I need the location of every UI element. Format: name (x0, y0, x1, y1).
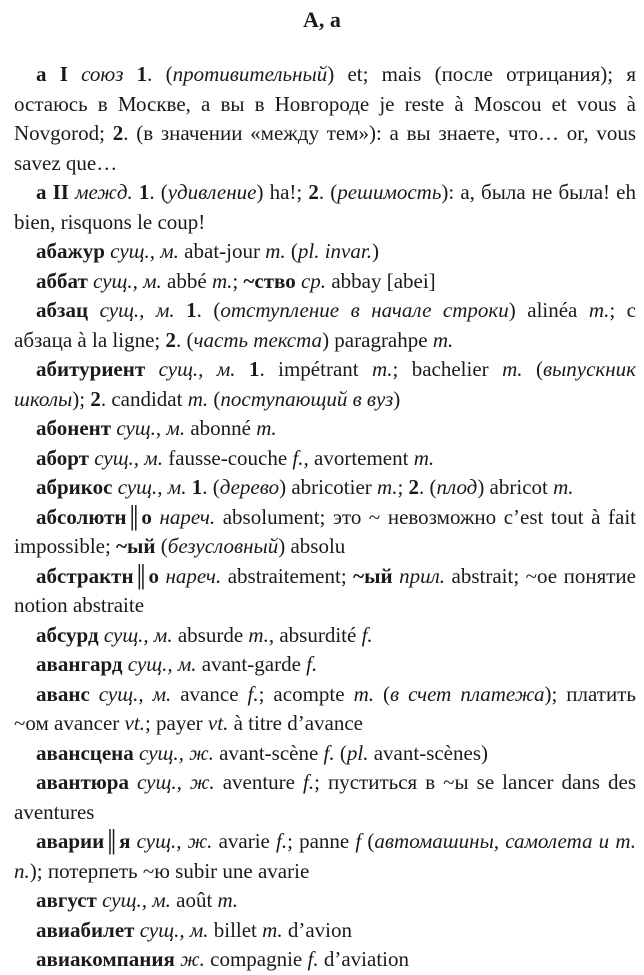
entry-text: ; (232, 268, 244, 293)
entry-text: союз (67, 62, 137, 86)
entry-text: f. (276, 829, 288, 853)
entry-text: ) alinéa (508, 298, 589, 322)
entry-text: ); потерпеть ~ю subir une avarie (29, 858, 310, 883)
page-header: А, а (303, 7, 341, 32)
entry-text: m. (265, 239, 286, 263)
entry-headword: авиакомпания (36, 947, 175, 971)
entry-text: ) ha!; (256, 180, 309, 204)
dictionary-entry (14, 296, 636, 355)
entry-text: 2 (90, 386, 101, 411)
entry-headword: абсурд (36, 622, 99, 647)
entry-text: противительный (172, 62, 328, 86)
entry-text: ~ый (353, 563, 393, 588)
entry-text: ; payer (144, 711, 208, 735)
entry-text: août (170, 888, 218, 912)
dictionary-entry (14, 945, 636, 975)
dictionary-entry (14, 680, 636, 739)
entry-text: absolument; это ~ невозможно c’est tout à fait impossible; (14, 504, 637, 558)
entry-text: нареч. (151, 504, 216, 529)
entry-text: ; bachelier (392, 357, 503, 381)
entry-text: ( (155, 534, 168, 558)
entry-text: abbay [abei] (326, 268, 436, 293)
entry-headword: абсолютн║о (36, 504, 152, 529)
entry-text: ср. (295, 268, 327, 293)
entry-text: сущ., м. (88, 298, 187, 322)
entry-headword: авиабилет (36, 917, 135, 942)
entry-text: vt. (124, 711, 145, 735)
entry-headword: авангард (36, 652, 123, 676)
entry-text: compagnie (204, 947, 308, 971)
entry-text: abonné (185, 416, 257, 440)
entry-text: . ( (147, 62, 173, 86)
entry-text: m. (432, 327, 454, 352)
dictionary-entry (14, 621, 636, 651)
entry-text: . ( (196, 298, 221, 322)
entry-text: avant-scènes) (368, 740, 488, 765)
entry-text: à titre d’avance (228, 711, 363, 735)
entry-text: m. (262, 917, 283, 942)
entry-text: 2 (165, 327, 176, 352)
entry-text: сущ., м. (96, 888, 171, 912)
entry-text: сущ., м. (111, 416, 186, 440)
entry-text: сущ., ж. (130, 829, 213, 853)
entry-text: , absurdité (268, 622, 362, 647)
entry-text: ) absolu (278, 534, 346, 558)
entry-text: автомашины, самолета и т. п. (14, 829, 636, 883)
entry-text: ; panne (287, 829, 356, 853)
entry-text: avarie (212, 829, 277, 853)
dictionary-entry (14, 768, 636, 827)
entry-text: сущ., м. (98, 622, 173, 647)
entry-text: avant-scène (213, 740, 324, 765)
entry-text: 2 (112, 121, 124, 145)
entry-text: absurde (172, 622, 249, 647)
entry-text: f. (361, 622, 373, 647)
entry-text: безусловный (167, 534, 279, 558)
entry-text: . ( (149, 180, 168, 204)
entry-text: отступление в начале строки (220, 298, 509, 322)
entry-text: m. (502, 357, 523, 381)
entry-text: . ( (318, 180, 338, 204)
dictionary-entry (14, 178, 636, 237)
entry-text: поступающий в вуз (220, 386, 394, 411)
entry-text: m. (372, 357, 393, 381)
entry-text: d’avion (282, 917, 352, 942)
entry-text: решимость (337, 180, 442, 204)
entry-text: ) et; mais (после отрицания); я остаюсь в Москве, а вы в Новгороде je reste à Moscou et vous à Novgorod; (14, 62, 636, 145)
entry-text: ); (72, 386, 91, 411)
entry-text: ; пуститься в ~ы se lancer dans des aventures (14, 770, 636, 824)
entry-headword: аборт (36, 445, 89, 470)
entry-text: abstraitement; (221, 563, 354, 588)
entry-text: ) (371, 239, 379, 263)
entry-text: avant-garde (196, 652, 307, 676)
entry-text: vt. (207, 711, 229, 735)
entry-headword: абзац (36, 298, 89, 322)
entry-text: abat-jour (178, 239, 266, 263)
entry-text: . ( (175, 327, 194, 352)
entry-text: ) abricot (477, 475, 554, 499)
entry-headword: а I (36, 62, 68, 86)
entry-text: ) abricotier (279, 475, 378, 499)
entry-text: удивление (167, 180, 257, 204)
entry-text: ; с абзаца à la ligne; (14, 298, 637, 352)
entry-text: m. (248, 622, 269, 647)
entry-headword: а II (36, 180, 69, 204)
entry-text: ; acompte (258, 681, 354, 706)
entry-headword: абитуриент (36, 357, 146, 381)
entry-text: нареч. (158, 563, 222, 588)
entry-text: m. (588, 298, 610, 322)
entry-text: плод (436, 475, 478, 499)
entry-text: abstrait; ~ое понятие notion abstraite (14, 563, 636, 617)
dictionary-entry (14, 355, 636, 414)
entry-headword: аванс (36, 681, 90, 706)
entry-text: m. (553, 475, 574, 499)
entry-text: межд. (68, 180, 139, 204)
entry-text: ) (393, 386, 401, 411)
entry-text: d’aviation (318, 947, 409, 971)
entry-text: 1 (138, 180, 150, 204)
entry-headword: авантюра (36, 770, 129, 794)
dictionary-entry (14, 503, 636, 562)
entry-text: ( (208, 386, 221, 411)
entry-text: сущ., м. (122, 652, 197, 676)
entry-text: m. (377, 475, 398, 499)
entry-text: m. (353, 681, 374, 706)
entry-text: , avortement (303, 445, 414, 470)
entry-text: ~ство (243, 268, 296, 293)
dictionary-entry (14, 60, 636, 178)
entry-text: сущ., м. (104, 239, 179, 263)
entry-headword: абажур (36, 239, 105, 263)
dictionary-entry (14, 916, 636, 946)
entry-text: f (355, 829, 362, 853)
entry-text: f. (303, 770, 315, 794)
dictionary-entry (14, 237, 636, 267)
entry-headword: абстрактн║о (36, 563, 159, 588)
entry-text: сущ., м. (89, 681, 172, 706)
entry-text: pl. (346, 740, 369, 765)
entry-text: сущ., ж. (133, 740, 214, 765)
entry-text: сущ., м. (112, 475, 192, 499)
entry-text: ; (397, 475, 409, 499)
entry-text: сущ., м. (134, 917, 209, 942)
dictionary-entry (14, 562, 636, 621)
entry-text: выпускник школы (14, 357, 636, 411)
entry-text: abbé (161, 268, 212, 293)
entry-text: f. (307, 947, 319, 971)
entry-text: ( (522, 357, 543, 381)
entry-text: . ( (202, 475, 220, 499)
entry-text: ( (334, 740, 347, 765)
entry-text: f. (247, 681, 259, 706)
entry-text: aventure (214, 770, 304, 794)
entry-text: 1 (186, 298, 197, 322)
dictionary-entry (14, 650, 636, 680)
entry-text: часть текста (193, 327, 323, 352)
entry-text: pl. invar. (297, 239, 372, 263)
entry-text: m. (187, 386, 209, 411)
entry-text: ( (373, 681, 390, 706)
entry-text: m. (211, 268, 233, 293)
entry-text: ж. (174, 947, 205, 971)
entry-headword: абрикос (36, 475, 113, 499)
entry-text: 1 (248, 357, 260, 381)
dictionary-entry (14, 739, 636, 769)
entry-text: fausse-couche (162, 445, 293, 470)
entry-text: f. (306, 652, 318, 676)
entry-text: ) paragrahpe (322, 327, 433, 352)
entry-text: avance (171, 681, 248, 706)
entry-text: ): а, была не была! eh bien, risquons le coup! (14, 180, 636, 234)
entry-text: ( (285, 239, 298, 263)
entry-list (14, 60, 636, 975)
entry-headword: август (36, 888, 97, 912)
entry-text: . (в значении «между тем»): а вы знаете, что… or, vous savez que… (14, 121, 637, 175)
entry-text: m. (256, 416, 277, 440)
entry-text: . ( (419, 475, 437, 499)
entry-text: m. (413, 445, 435, 470)
dictionary-entry (14, 267, 636, 297)
dictionary-entry (14, 473, 636, 503)
entry-text: ); платить ~ом avancer (14, 681, 636, 735)
entry-text: сущ., м. (87, 268, 162, 293)
entry-headword: аварии║я (36, 829, 131, 853)
entry-text: сущ., м. (88, 445, 163, 470)
entry-text: сущ., м. (145, 357, 249, 381)
entry-text: f. (323, 740, 335, 765)
dictionary-entry (14, 444, 636, 474)
entry-text: ~ый (116, 534, 156, 558)
entry-headword: авансцена (36, 740, 134, 765)
entry-headword: аббат (36, 268, 88, 293)
entry-headword: абонент (36, 416, 112, 440)
entry-text: дерево (219, 475, 280, 499)
entry-text: billet (208, 917, 263, 942)
entry-text: . candidat (100, 386, 188, 411)
entry-text: f. (292, 445, 304, 470)
entry-text: 2 (408, 475, 420, 499)
dictionary-entry (14, 414, 636, 444)
entry-text: сущ., ж. (128, 770, 215, 794)
entry-text: 1 (191, 475, 203, 499)
entry-text: прил. (392, 563, 446, 588)
entry-text: 1 (136, 62, 148, 86)
entry-text: m. (217, 888, 238, 912)
entry-text: 2 (308, 180, 319, 204)
dictionary-entry (14, 886, 636, 916)
entry-text: . impétrant (259, 357, 373, 381)
entry-text: ( (361, 829, 375, 853)
entry-text: в счет платежа (389, 681, 545, 706)
dictionary-entry (14, 827, 636, 886)
